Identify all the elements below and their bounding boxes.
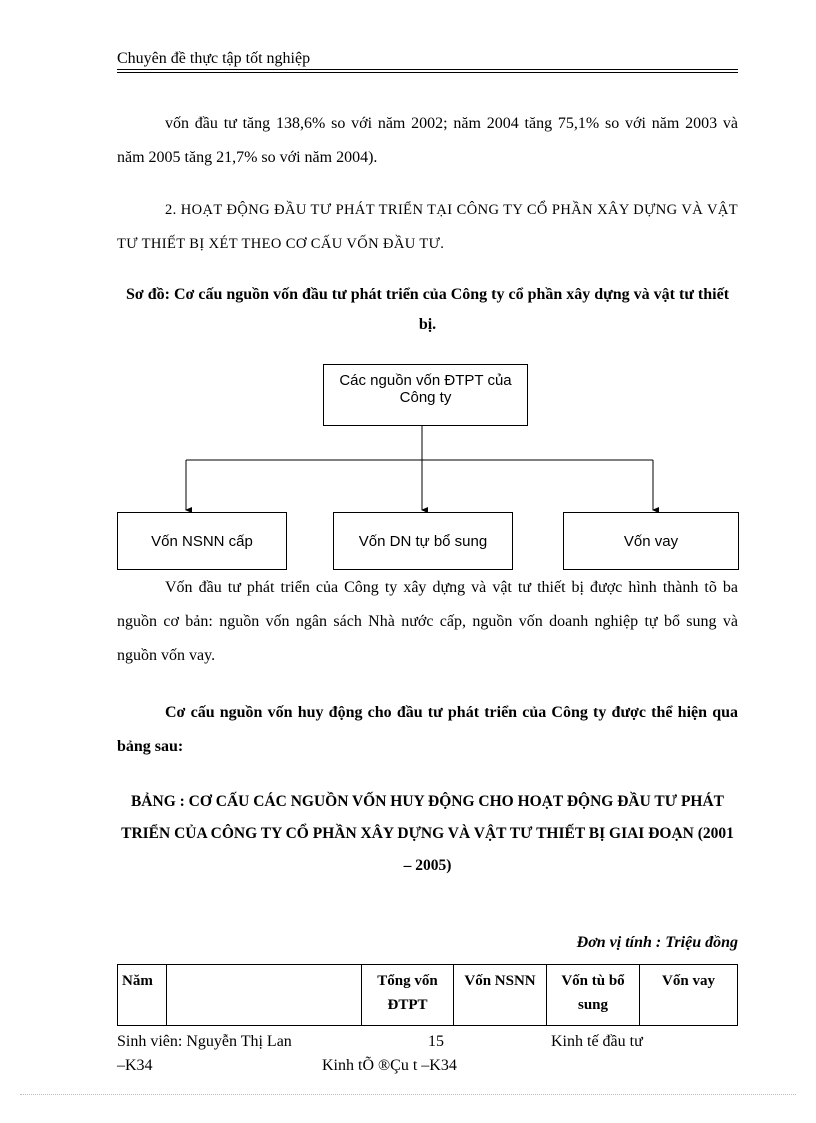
page-bottom-divider [20, 1094, 796, 1095]
col-von-vay: Vốn vay [640, 965, 738, 1026]
diagram-box-dn: Vốn DN tự bổ sung [333, 512, 513, 570]
footer-student: Sinh viên: Nguyễn Thị Lan [117, 1033, 292, 1050]
section-heading-2: 2. HOẠT ĐỘNG ĐẦU TƯ PHÁT TRIỂN TẠI CÔNG TY CỔ PHẦN XÂY DỰNG VÀ VẬT TƯ THIẾT BỊ XÉT THEO CƠ CẤU VỐN ĐẦU TƯ. [117, 202, 738, 252]
unit-label: Đơn vị tính : Triệu đồng [576, 934, 738, 951]
header-rule-bottom [117, 72, 738, 73]
paragraph-sources: Vốn đầu tư phát triển của Công ty xây dựng và vật tư thiết bị được hình thành tõ ba nguồn cơ bản: nguồn vốn ngân sách Nhà nước cấp, nguồn vốn doanh nghiệp tự bổ sung và nguồn vốn vay. [117, 579, 738, 664]
col-nam: Năm [118, 965, 167, 1026]
diagram-title: Sơ đồ: Cơ cấu nguồn vốn đầu tư phát triển của Công ty cổ phần xây dựng và vật tư thiết bị. [125, 286, 730, 333]
col-von-nsnn: Vốn NSNN [454, 965, 547, 1026]
table-header-row [118, 965, 738, 1026]
col-von-tu-bo-sung: Vốn tù bổ sung [547, 965, 640, 1026]
paragraph-growth: vốn đầu tư tăng 138,6% so với năm 2002; năm 2004 tăng 75,1% so với năm 2003 và năm 2005 tăng 21,7% so với năm 2004). [117, 115, 738, 166]
footer-class: –K34 [117, 1057, 153, 1074]
diagram-root-box: Các nguồn vốn ĐTPT của Công ty [323, 364, 528, 426]
col-blank [167, 965, 362, 1026]
table-title: BẢNG : CƠ CẤU CÁC NGUỒN VỐN HUY ĐỘNG CHO HOẠT ĐỘNG ĐẦU TƯ PHÁT TRIỂN CỦA CÔNG TY CỔ PHẦN XÂY DỰNG VÀ VẬT TƯ THIẾT BỊ GIAI ĐOẠN (2001 – 2005) [121, 793, 734, 874]
paragraph-table-intro: Cơ cấu nguồn vốn huy động cho đầu tư phát triển của Công ty được thể hiện qua bảng sau: [117, 704, 738, 755]
page-header-title: Chuyên đề thực tập tốt nghiệp [117, 50, 311, 67]
footer-garbled-major: Kinh tÕ ®Çu t –K34 [322, 1057, 457, 1074]
diagram-box-vay: Vốn vay [563, 512, 739, 570]
header-rule-top [117, 69, 738, 70]
footer-page-number: 15 [428, 1033, 444, 1050]
col-tong-von: Tổng vốn ĐTPT [362, 965, 454, 1026]
capital-table [117, 964, 738, 1026]
footer-major: Kinh tế đầu tư [551, 1033, 643, 1050]
diagram-box-nsnn: Vốn NSNN cấp [117, 512, 287, 570]
